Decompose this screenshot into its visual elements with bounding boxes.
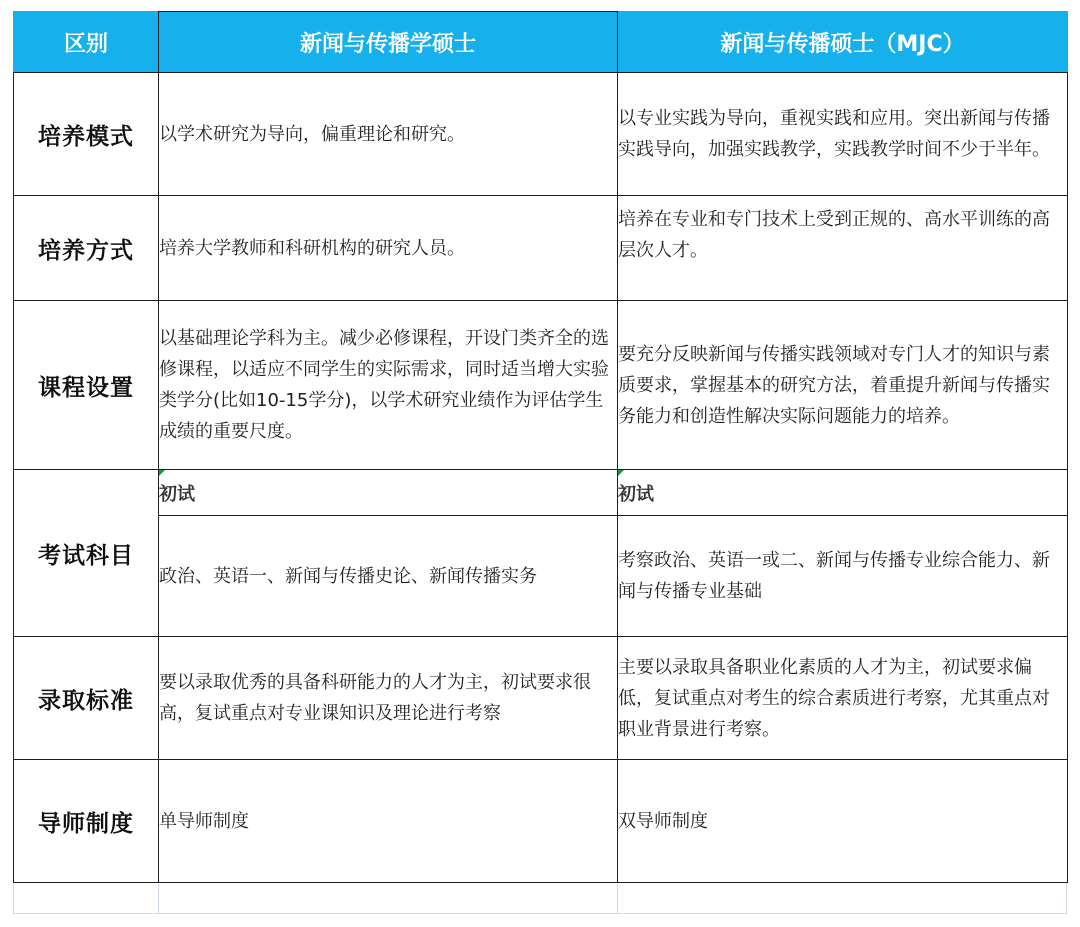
professional-subheading-text: 初试 [618, 483, 654, 505]
header-difference: 区别 [14, 12, 159, 73]
table-row-supervisor-system [14, 760, 1068, 883]
professional-cell: 以专业实践为导向，重视实践和应用。突出新闻与传播实践导向，加强实践教学，实践教学时间不少于半年。 [618, 73, 1068, 196]
academic-cell: 以基础理论学科为主。减少必修课程，开设门类齐全的选修课程，以适应不同学生的实际需求，同时适当增大实验类学分(比如10-15学分)，以学术研究业绩作为评估学生成绩的重要尺度。 [159, 301, 618, 470]
academic-cell: 要以录取优秀的具备科研能力的人才为主，初试要求很高，复试重点对专业课知识及理论进行考察 [159, 637, 618, 760]
table-row-curriculum [14, 301, 1068, 470]
row-label: 录取标准 [14, 637, 159, 760]
academic-cell: 以学术研究为导向，偏重理论和研究。 [159, 73, 618, 196]
row-label: 培养方式 [14, 196, 159, 301]
table-row-training-mode [14, 73, 1068, 196]
row-label: 考试科目 [14, 470, 159, 637]
comment-marker-icon [159, 470, 165, 476]
row-label: 课程设置 [14, 301, 159, 470]
comparison-page [13, 11, 1067, 914]
professional-cell: 考察政治、英语一或二、新闻与传播专业综合能力、新闻与传播专业基础 [618, 516, 1068, 637]
table-row-exam-subjects [14, 470, 1068, 516]
table-row-exam-subjects-detail [14, 516, 1068, 637]
academic-subheading [159, 470, 618, 516]
professional-cell: 主要以录取具备职业化素质的人才为主，初试要求偏低，复试重点对考生的综合素质进行考察，尤其重点对职业背景进行考察。 [618, 637, 1068, 760]
academic-cell: 培养大学教师和科研机构的研究人员。 [159, 196, 618, 301]
professional-cell: 培养在专业和专门技术上受到正规的、高水平训练的高层次人才。 [618, 196, 1068, 301]
comment-marker-icon [618, 470, 624, 476]
empty-spreadsheet-row [13, 883, 1067, 914]
gridline [617, 883, 618, 913]
professional-cell: 双导师制度 [618, 760, 1068, 883]
table-row-admission-standard [14, 637, 1068, 760]
table-row-training-method [14, 196, 1068, 301]
academic-cell: 单导师制度 [159, 760, 618, 883]
comparison-table [13, 11, 1068, 883]
row-label: 培养模式 [14, 73, 159, 196]
academic-subheading-text: 初试 [159, 483, 195, 505]
header-academic-master: 新闻与传播学硕士 [159, 12, 618, 73]
header-professional-master: 新闻与传播硕士（MJC） [618, 12, 1068, 73]
row-label: 导师制度 [14, 760, 159, 883]
table-header-row [14, 12, 1068, 73]
gridline [158, 883, 159, 913]
academic-cell: 政治、英语一、新闻与传播史论、新闻传播实务 [159, 516, 618, 637]
professional-cell: 要充分反映新闻与传播实践领域对专门人才的知识与素质要求，掌握基本的研究方法，着重提升新闻与传播实务能力和创造性解决实际问题能力的培养。 [618, 301, 1068, 470]
professional-subheading [618, 470, 1068, 516]
